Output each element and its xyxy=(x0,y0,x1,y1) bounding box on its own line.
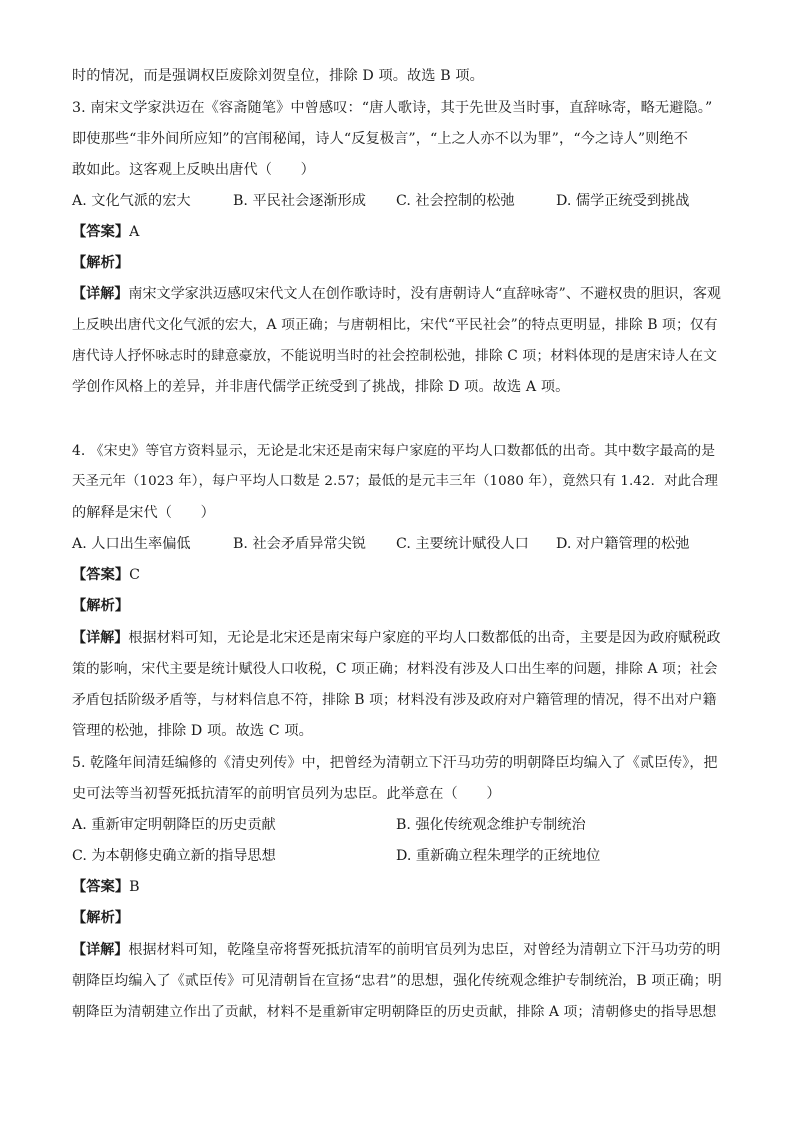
q4-detail-line-4: 管理的松弛，排除 D 项。故选 C 项。 xyxy=(72,723,313,739)
q5-stem-line-2: 史可法等当初誓死抵抗清军的前明官员列为忠臣。此举意在（ ） xyxy=(72,786,501,802)
answer-tag: 【答案】 xyxy=(72,567,130,583)
q4-option-b: B. 社会矛盾异常尖锐 xyxy=(233,536,366,552)
q3-stem-line-3: 敢如此。这客观上反映出唐代（ ） xyxy=(72,162,315,178)
q5-detail-line-2: 朝降臣均编入了《贰臣传》可见清朝旨在宣扬“忠君”的思想，强化传统观念维护专制统治，B 项正确；明 xyxy=(72,973,722,989)
q3-detail-line-3: 唐代诗人抒怀咏志时的肆意豪放，不能说明当时的社会控制松弛，排除 C 项；材料体现的是唐宋诗人在文 xyxy=(72,348,717,364)
q4-option-a: A. 人口出生率偏低 xyxy=(72,536,191,552)
q4-detail-line-2: 策的影响，宋代主要是统计赋役人口收税，C 项正确；材料没有涉及人口出生率的问题，排除 A 项；社会 xyxy=(72,661,718,677)
q5-answer xyxy=(72,877,140,897)
q3-option-b: B. 平民社会逐渐形成 xyxy=(233,193,366,209)
q4-detail-line-1 xyxy=(72,628,721,648)
q5-option-d: D. 重新确立程朱理学的正统地位 xyxy=(396,848,601,864)
q3-detail-line-4: 学创作风格上的差异，并非唐代儒学正统受到了挑战，排除 D 项。故选 A 项。 xyxy=(72,379,570,395)
q3-option-d: D. 儒学正统受到挑战 xyxy=(556,193,690,209)
detail-tag: 【详解】 xyxy=(72,286,129,302)
q2-conclusion: 时的情况，而是强调权臣废除刘贺皇位，排除 D 项。故选 B 项。 xyxy=(72,68,484,84)
q3-stem-line-1: 3. 南宋文学家洪迈在《容斋随笔》中曾感叹：“唐人歌诗，其于先世及当时事，直辞咏寄，略无避隐。” xyxy=(72,100,713,116)
answer-tag: 【答案】 xyxy=(72,224,130,240)
q3-detail-line-1 xyxy=(72,284,721,304)
q4-detail-text-1: 根据材料可知，无论是北宋还是南宋每户家庭的平均人口数都低的出奇，主要是因为政府赋税政 xyxy=(128,630,721,646)
q5-stem-line-1: 5. 乾隆年间清廷编修的《清史列传》中，把曾经为清朝立下汗马功劳的明朝降臣均编入了《贰臣传》，把 xyxy=(72,755,718,771)
q5-option-b: B. 强化传统观念维护专制统治 xyxy=(396,817,586,833)
q4-stem-line-1: 4. 《宋史》等官方资料显示，无论是北宋还是南宋每户家庭的平均人口数都低的出奇。其中数字最高的是 xyxy=(72,443,716,459)
detail-tag: 【详解】 xyxy=(72,942,129,958)
q3-option-a: A. 文化气派的宏大 xyxy=(72,193,191,209)
answer-tag: 【答案】 xyxy=(72,879,130,895)
q4-analysis-heading: 【解析】 xyxy=(72,598,130,614)
q4-option-c: C. 主要统计赋役人口 xyxy=(396,536,529,552)
q5-detail-line-3: 朝降臣为清朝建立作出了贡献，材料不是重新审定明朝降臣的历史贡献，排除 A 项；清朝修史的指导思想 xyxy=(72,1004,717,1020)
q5-option-a: A. 重新审定明朝降臣的历史贡献 xyxy=(72,817,276,833)
q5-analysis-heading: 【解析】 xyxy=(72,910,130,926)
answer-value: B xyxy=(129,879,140,895)
answer-value: C xyxy=(129,567,141,583)
detail-tag: 【详解】 xyxy=(72,630,129,646)
q3-analysis-heading: 【解析】 xyxy=(72,255,130,271)
q3-stem-line-2: 即使那些“非外间所应知”的宫闱秘闻，诗人“反复极言”，“上之人亦不以为罪”，“今之诗人”则绝不 xyxy=(72,131,689,147)
q4-stem-line-2: 天圣元年（1023 年），每户平均人口数是 2.57；最低的是元丰三年（1080 年），竟然只有 1.42．对此合理 xyxy=(72,474,719,489)
q3-option-c: C. 社会控制的松弛 xyxy=(396,193,515,209)
q4-answer xyxy=(72,565,140,585)
q3-detail-line-2: 上反映出唐代文化气派的宏大，A 项正确；与唐朝相比，宋代“平民社会”的特点更明显，排除 B 项；仅有 xyxy=(72,317,718,333)
q5-detail-line-1 xyxy=(72,940,721,960)
q4-detail-line-3: 矛盾包括阶级矛盾等，与材料信息不符，排除 B 项；材料没有涉及政府对户籍管理的情况，得不出对户籍 xyxy=(72,692,717,708)
q3-answer xyxy=(72,222,140,242)
answer-value: A xyxy=(129,224,140,240)
q5-detail-text-1: 根据材料可知，乾隆皇帝将誓死抵抗清军的前明官员列为忠臣，对曾经为清朝立下汗马功劳的明 xyxy=(128,942,721,958)
q5-option-c: C. 为本朝修史确立新的指导思想 xyxy=(72,848,276,864)
q3-detail-text-1: 南宋文学家洪迈感叹宋代文人在创作歌诗时，没有唐朝诗人“直辞咏寄”、不避权贵的胆识，客观 xyxy=(128,286,722,302)
q4-option-d: D. 对户籍管理的松弛 xyxy=(556,536,690,552)
q4-stem-line-3: 的解释是宋代（ ） xyxy=(72,505,215,521)
